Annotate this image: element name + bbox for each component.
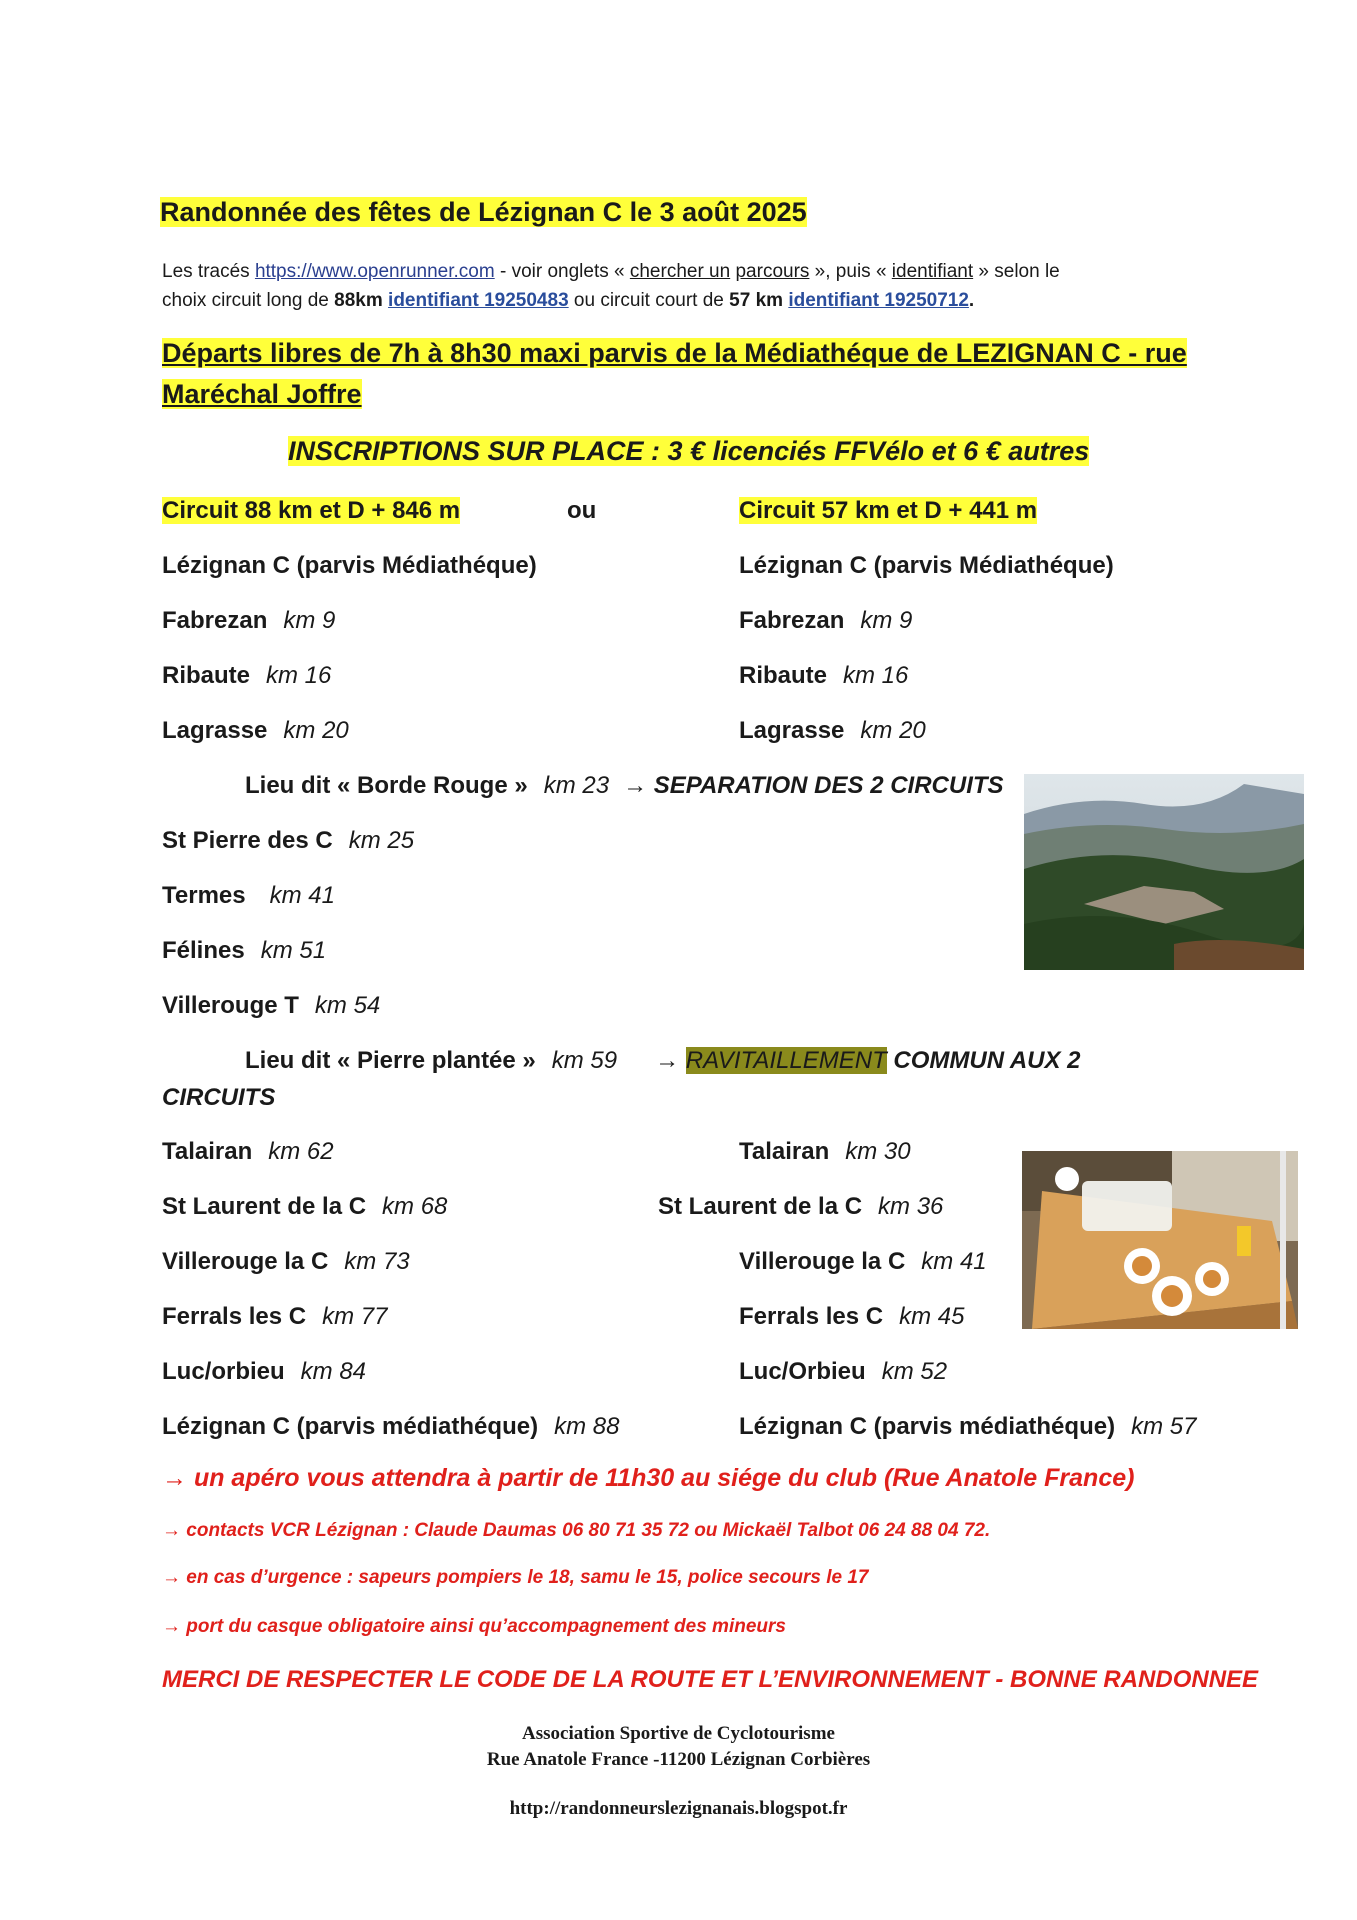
contacts-notice: → contacts VCR Lézignan : Claude Daumas 06 80 71 35 72 ou Mickaël Talbot 06 24 88 04 72. [162,1520,991,1541]
page-title: Randonnée des fêtes de Lézignan C le 3 août 2025 [160,197,807,227]
long-stop: Lézignan C (parvis médiathéque) km 88 [162,1413,620,1440]
short-stop: Lézignan C (parvis médiathéque) km 57 [739,1413,1197,1440]
long-stop: Lagrasse km 20 [162,717,349,744]
footer-association: Association Sportive de Cyclotourisme [522,1723,835,1744]
footer-address: Rue Anatole France -11200 Lézignan Corbières [486,1749,871,1770]
inscriptions-banner: INSCRIPTIONS SUR PLACE : 3 € licenciés FFVélo et 6 € autres [288,436,1090,466]
short-stop: Villerouge la C km 41 [739,1248,987,1275]
departs-line-1: Départs libres de 7h à 8h30 maxi parvis de la Médiathéque de LEZIGNAN C - rue [162,338,1187,368]
long-stop: Termes km 41 [162,882,335,909]
short-stop: Lézignan C (parvis Médiathéque) [739,552,1114,579]
long-stop: Talairan km 62 [162,1138,334,1165]
identifiant-long-link[interactable]: identifiant 19250483 [388,290,569,311]
short-stop: St Laurent de la C km 36 [658,1193,944,1220]
food-table-photo [1022,1151,1298,1329]
openrunner-link[interactable]: https://www.openrunner.com [254,261,495,282]
or-label: ou [567,497,597,524]
long-stop: Lézignan C (parvis Médiathéque) [162,552,537,579]
long-stop: Luc/orbieu km 84 [162,1358,367,1385]
long-stop: Villerouge T km 54 [162,992,381,1019]
long-stop: St Pierre des C km 25 [162,827,415,854]
circuit-short-header: Circuit 57 km et D + 441 m [739,497,1038,524]
long-stop: Villerouge la C km 73 [162,1248,410,1275]
long-stop: Ribaute km 16 [162,662,332,689]
ravitaillement-line: Lieu dit « Pierre plantée » km 59 → RAVITAILLEMENT COMMUN AUX 2 [245,1047,1081,1074]
long-stop: St Laurent de la C km 68 [162,1193,448,1220]
separation-line: Lieu dit « Borde Rouge » km 23 → SEPARATION DES 2 CIRCUITS [245,772,1004,799]
short-stop: Lagrasse km 20 [739,717,926,744]
circuit-long-header: Circuit 88 km et D + 846 m [162,497,461,524]
long-stop: Félines km 51 [162,937,327,964]
apero-notice: → un apéro vous attendra à partir de 11h30 au siége du club (Rue Anatole France) [162,1464,1135,1492]
long-stop: Fabrezan km 9 [162,607,336,634]
urgence-notice: → en cas d’urgence : sapeurs pompiers le 18, samu le 15, police secours le 17 [162,1567,869,1588]
intro-line-1: Les tracés https://www.openrunner.com - voir onglets « chercher un parcours », puis « identifiant » selon le [162,261,1060,282]
footer-blog-url[interactable]: http://randonneurslezignanais.blogspot.fr [509,1798,848,1819]
landscape-photo [1024,774,1304,970]
long-stop: Ferrals les C km 77 [162,1303,388,1330]
short-stop: Ribaute km 16 [739,662,909,689]
landscape-image [1024,774,1304,970]
food-table-image [1022,1151,1298,1329]
departs-line-2: Maréchal Joffre [162,379,362,409]
casque-notice: → port du casque obligatoire ainsi qu’accompagnement des mineurs [162,1616,786,1637]
short-stop: Luc/Orbieu km 52 [739,1358,948,1385]
short-stop: Ferrals les C km 45 [739,1303,965,1330]
short-stop: Talairan km 30 [739,1138,911,1165]
ravitaillement-line-2: CIRCUITS [162,1084,276,1111]
short-stop: Fabrezan km 9 [739,607,913,634]
identifiant-short-link[interactable]: identifiant 19250712 [788,290,969,311]
intro-line-2: choix circuit long de 88km identifiant 19250483 ou circuit court de 57 km identifiant 19250712. [162,290,975,311]
merci-notice: MERCI DE RESPECTER LE CODE DE LA ROUTE ET L’ENVIRONNEMENT - BONNE RANDONNEE [162,1666,1259,1693]
